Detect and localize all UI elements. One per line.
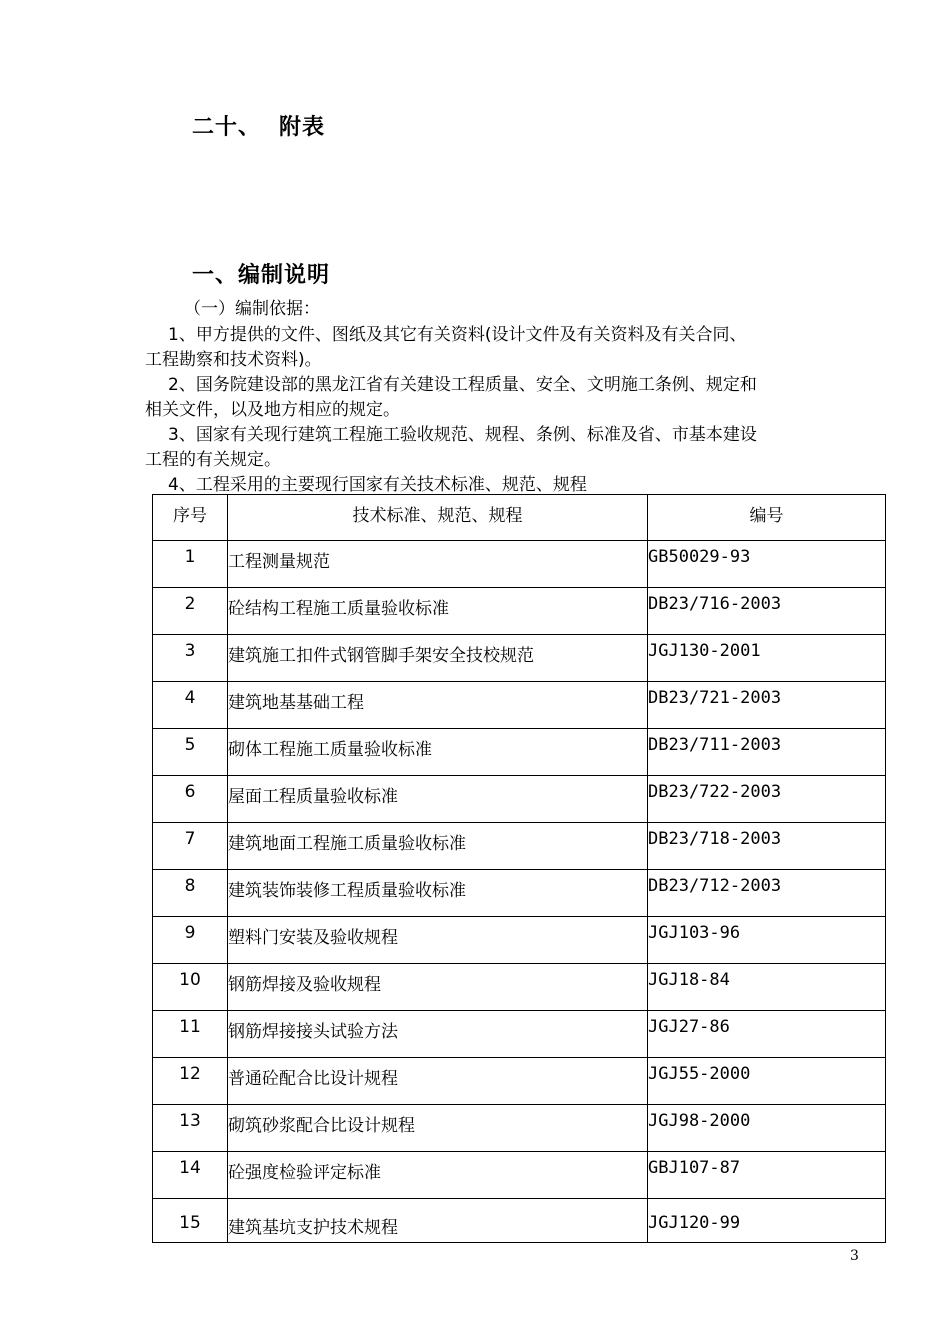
table-row	[153, 1058, 886, 1105]
row-standard-code: DB23/718-2003	[648, 823, 886, 870]
table-row	[153, 870, 886, 917]
row-standard-name: 建筑地面工程施工质量验收标准	[228, 823, 648, 870]
table-row	[153, 635, 886, 682]
paragraph-item2-line2: 相关文件，以及地方相应的规定。	[145, 400, 400, 420]
row-standard-code: DB23/716-2003	[648, 588, 886, 635]
row-number: 9	[153, 917, 228, 964]
row-standard-code: JGJ130-2001	[648, 635, 886, 682]
table-row	[153, 1152, 886, 1199]
row-standard-code: GBJ107-87	[648, 1152, 886, 1199]
row-number: 5	[153, 729, 228, 776]
table-header-row	[153, 495, 886, 541]
row-number: 6	[153, 776, 228, 823]
row-standard-name: 塑料门安装及验收规程	[228, 917, 648, 964]
row-standard-code: DB23/711-2003	[648, 729, 886, 776]
row-standard-name: 钢筋焊接及验收规程	[228, 964, 648, 1011]
row-standard-name: 建筑基坑支护技术规程	[228, 1199, 648, 1243]
row-standard-name: 普通砼配合比设计规程	[228, 1058, 648, 1105]
row-number: 10	[153, 964, 228, 1011]
row-standard-name: 砌筑砂浆配合比设计规程	[228, 1105, 648, 1152]
paragraph-item3-line1: 3、国家有关现行建筑工程施工验收规范、规程、条例、标准及省、市基本建设	[168, 425, 757, 445]
row-standard-code: DB23/712-2003	[648, 870, 886, 917]
row-standard-code: JGJ55-2000	[648, 1058, 886, 1105]
row-standard-name: 砌体工程施工质量验收标准	[228, 729, 648, 776]
row-number: 13	[153, 1105, 228, 1152]
header-number: 序号	[153, 495, 228, 541]
row-number: 15	[153, 1199, 228, 1243]
row-number: 1	[153, 541, 228, 588]
row-standard-name: 砼结构工程施工质量验收标准	[228, 588, 648, 635]
row-number: 12	[153, 1058, 228, 1105]
table-row	[153, 682, 886, 729]
row-number: 4	[153, 682, 228, 729]
chapter-title: 附表	[279, 115, 326, 140]
header-code: 编号	[648, 495, 886, 541]
row-standard-code: JGJ98-2000	[648, 1105, 886, 1152]
row-standard-name: 屋面工程质量验收标准	[228, 776, 648, 823]
row-standard-code: DB23/721-2003	[648, 682, 886, 729]
row-number: 2	[153, 588, 228, 635]
paragraph-item1-line2: 工程勘察和技术资料)。	[145, 350, 322, 370]
section-heading: 一、编制说明	[192, 263, 331, 288]
table-row	[153, 1105, 886, 1152]
page-number: 3	[850, 1248, 859, 1264]
row-number: 3	[153, 635, 228, 682]
paragraph-item3-line2: 工程的有关规定。	[145, 450, 281, 470]
row-standard-code: JGJ103-96	[648, 917, 886, 964]
chapter-number: 二十、	[192, 115, 262, 140]
table-row	[153, 964, 886, 1011]
table-row	[153, 1011, 886, 1058]
row-standard-name: 钢筋焊接接头试验方法	[228, 1011, 648, 1058]
table-row	[153, 776, 886, 823]
row-standard-name: 工程测量规范	[228, 541, 648, 588]
paragraph-item4-line1: 4、工程采用的主要现行国家有关技术标准、规范、规程	[168, 475, 587, 495]
row-standard-name: 建筑施工扣件式钢管脚手架安全技校规范	[228, 635, 648, 682]
row-standard-code: JGJ120-99	[648, 1199, 886, 1243]
paragraph-item2-line1: 2、国务院建设部的黑龙江省有关建设工程质量、安全、文明施工条例、规定和	[168, 375, 757, 395]
row-standard-code: GB50029-93	[648, 541, 886, 588]
row-number: 7	[153, 823, 228, 870]
standards-table	[152, 494, 886, 1243]
header-standard: 技术标准、规范、规程	[228, 495, 648, 541]
row-standard-code: JGJ27-86	[648, 1011, 886, 1058]
table-row	[153, 917, 886, 964]
row-number: 11	[153, 1011, 228, 1058]
sub-heading: （一）编制依据：	[184, 299, 320, 319]
table-row	[153, 823, 886, 870]
row-standard-code: JGJ18-84	[648, 964, 886, 1011]
table-row	[153, 588, 886, 635]
table-row	[153, 1199, 886, 1243]
row-standard-code: DB23/722-2003	[648, 776, 886, 823]
row-standard-name: 建筑地基基础工程	[228, 682, 648, 729]
table-row	[153, 541, 886, 588]
row-number: 14	[153, 1152, 228, 1199]
row-standard-name: 砼强度检验评定标准	[228, 1152, 648, 1199]
paragraph-item1-line1: 1、甲方提供的文件、图纸及其它有关资料(设计文件及有关资料及有关合同、	[168, 325, 747, 345]
row-standard-name: 建筑装饰装修工程质量验收标准	[228, 870, 648, 917]
chapter-heading	[192, 110, 325, 141]
row-number: 8	[153, 870, 228, 917]
table-row	[153, 729, 886, 776]
